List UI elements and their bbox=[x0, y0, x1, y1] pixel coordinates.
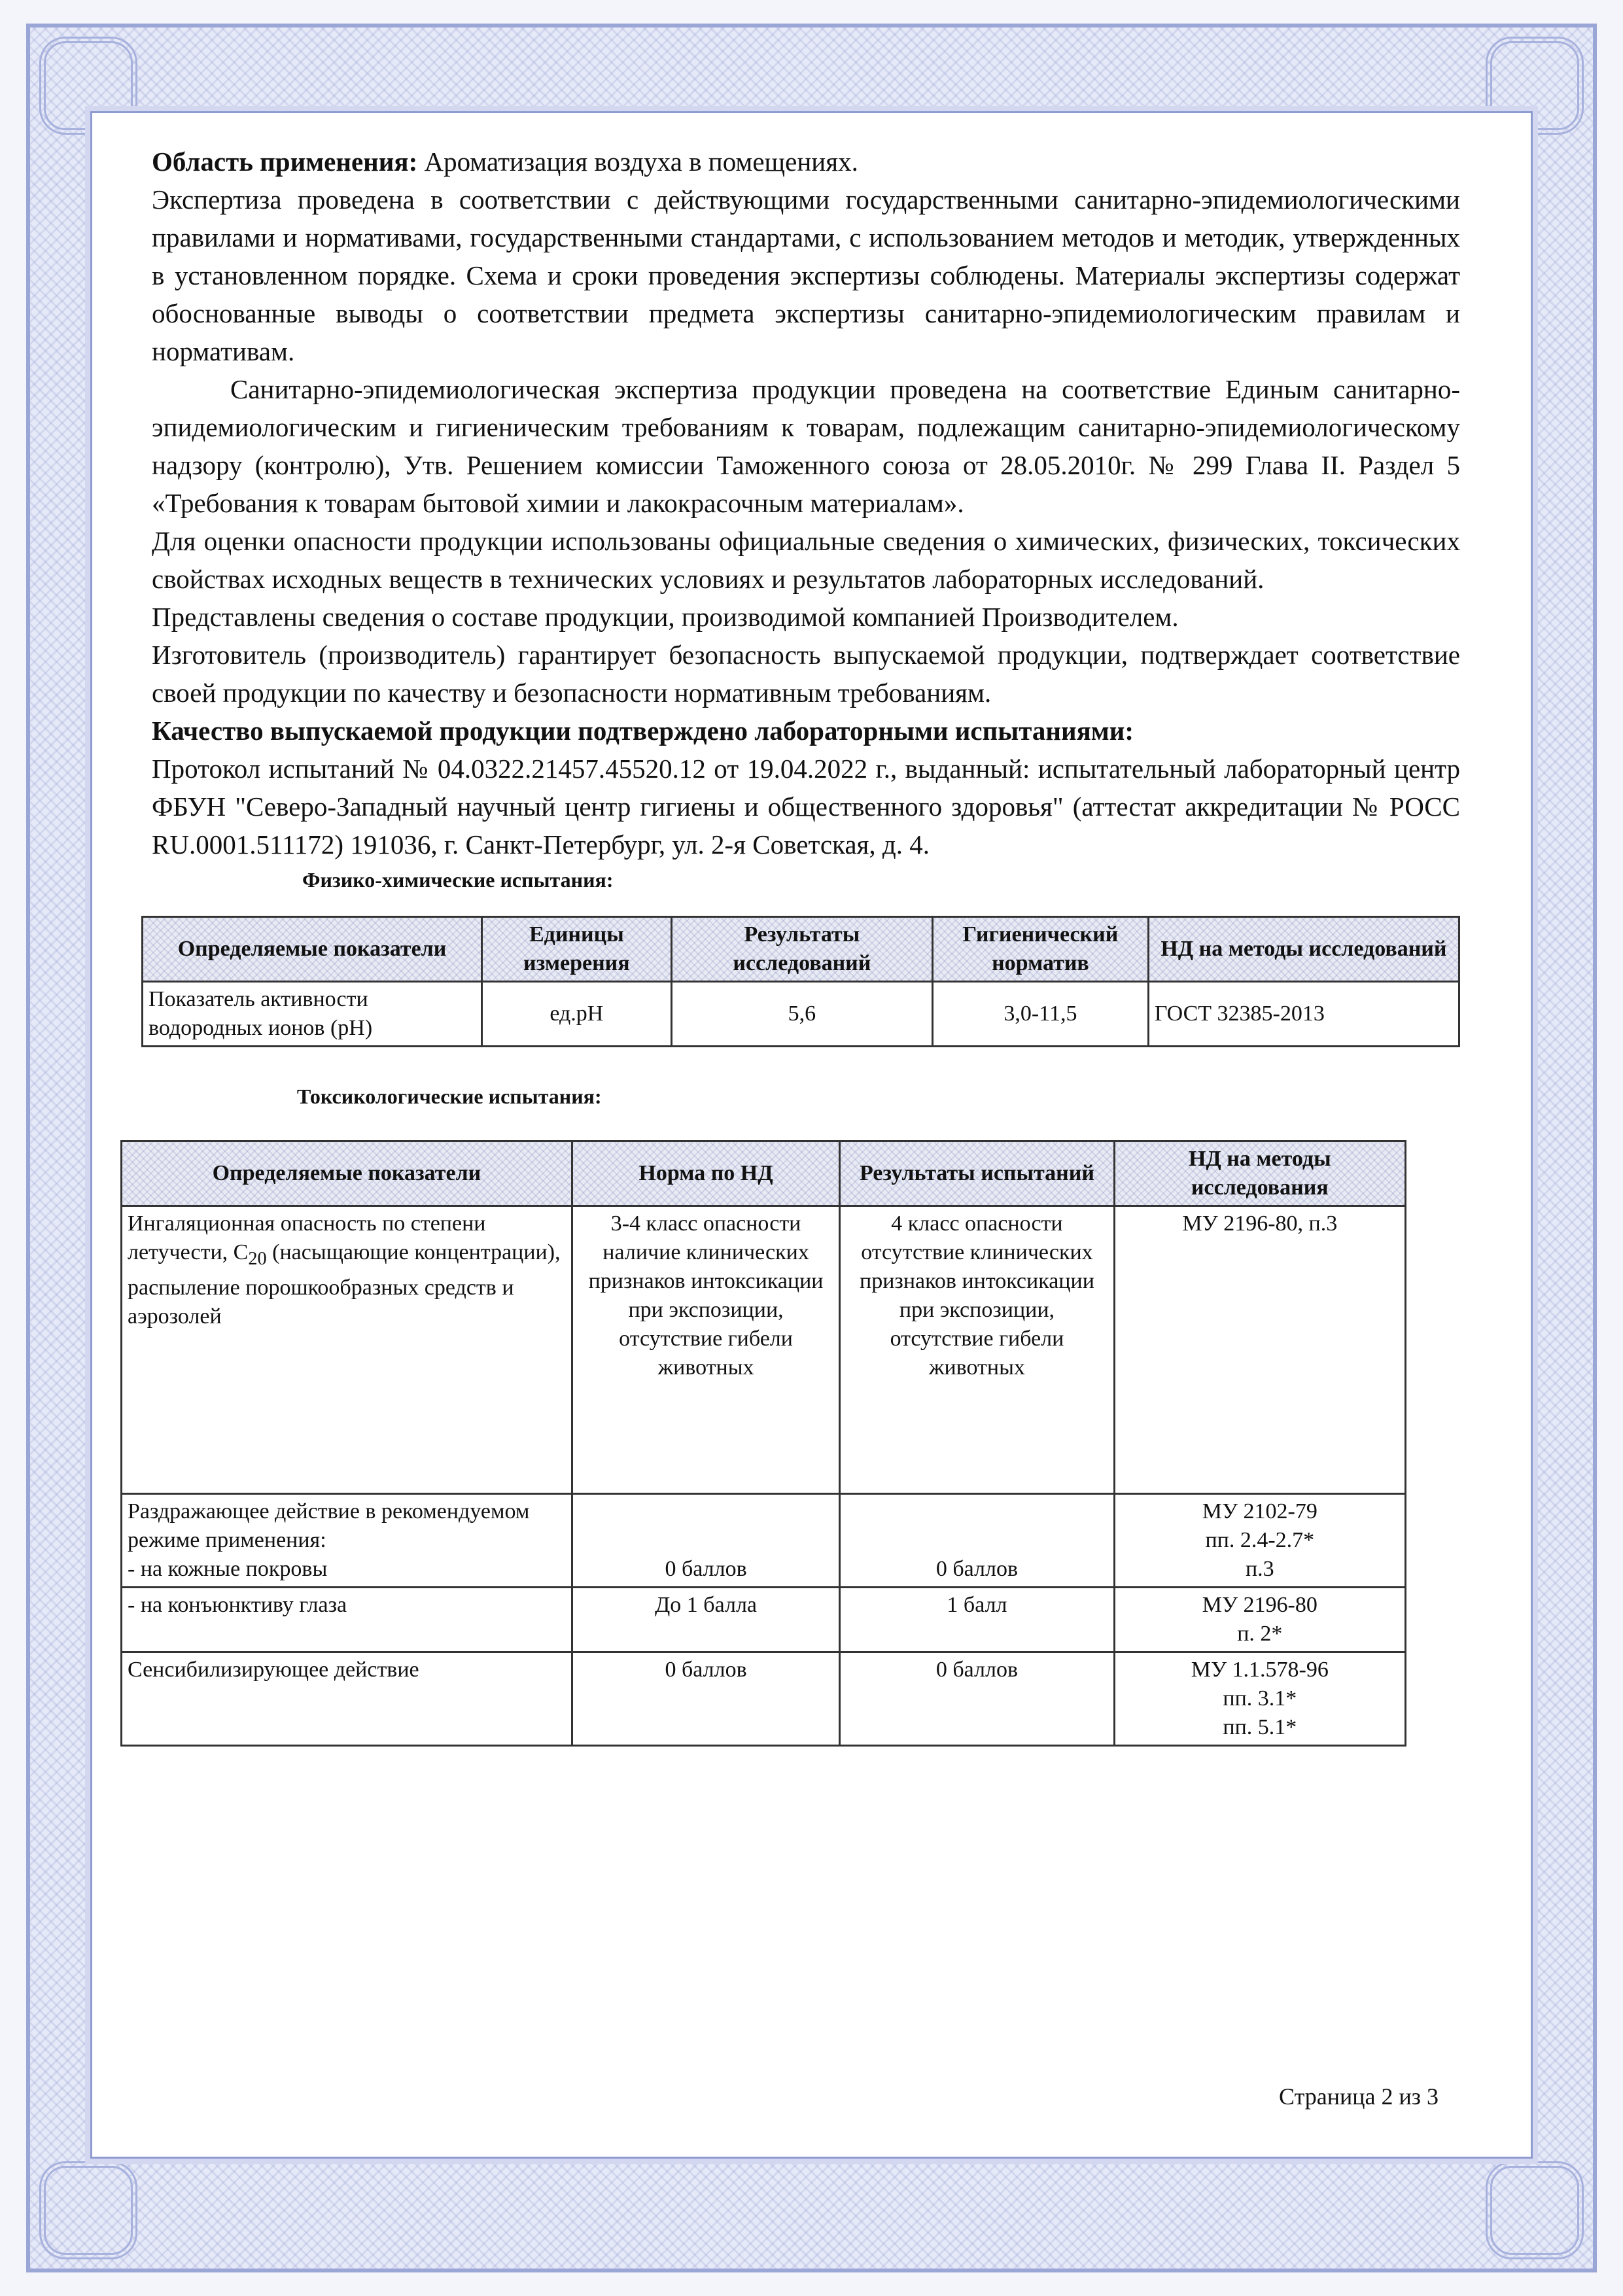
hazard-paragraph: Для оценки опасности продукции использованы официальные сведения о химических, физических, токсических свойствах исходных веществ в технических условиях и результатов лабораторных исследований. bbox=[152, 526, 1460, 594]
tox-method-line: пп. 5.1* bbox=[1223, 1715, 1297, 1739]
tox-cell-method bbox=[1114, 1588, 1405, 1652]
corner-ornament-bottom-left bbox=[39, 2161, 137, 2259]
scope-text: Ароматизация воздуха в помещениях. bbox=[417, 147, 858, 177]
tox-heading: Токсикологические испытания: bbox=[297, 1085, 602, 1108]
tox-cell-subitem: - на кожные покровы bbox=[128, 1557, 328, 1581]
physchem-header: Определяемые показатели bbox=[143, 917, 482, 982]
tox-header: Норма по НД bbox=[572, 1141, 839, 1206]
corner-ornament-bottom-right bbox=[1486, 2161, 1584, 2259]
table-row bbox=[143, 982, 1459, 1047]
physchem-header: Единицы измерения bbox=[482, 917, 672, 982]
physchem-cell-result: 5,6 bbox=[671, 982, 932, 1047]
tox-cell-norm: До 1 балла bbox=[572, 1588, 839, 1652]
tox-method-line: МУ 1.1.578-96 bbox=[1191, 1658, 1329, 1682]
tox-header: НД на методы исследования bbox=[1114, 1141, 1405, 1206]
tox-method-line: п.3 bbox=[1245, 1557, 1274, 1581]
physchem-cell-norm: 3,0-11,5 bbox=[933, 982, 1149, 1047]
page-number: Страница 2 из 3 bbox=[1279, 2083, 1439, 2110]
scope-label: Область применения: bbox=[152, 147, 418, 177]
tox-cell-result: 4 класс опасности отсутствие клинических признаков интоксикации при экспозиции, отсутствие гибели животных bbox=[840, 1206, 1114, 1494]
tox-header-row bbox=[122, 1141, 1406, 1206]
quality-heading: Качество выпускаемой продукции подтверждено лабораторными испытаниями: bbox=[152, 716, 1134, 746]
tox-method-line: МУ 2196-80 bbox=[1202, 1593, 1318, 1617]
tox-header: Результаты испытаний bbox=[840, 1141, 1114, 1206]
tox-cell-result: 0 баллов bbox=[840, 1652, 1114, 1746]
tox-cell-norm: 3-4 класс опасности наличие клинических признаков интоксикации при экспозиции, отсутствие гибели животных bbox=[572, 1206, 839, 1494]
composition-paragraph: Представлены сведения о составе продукции, производимой компанией Производителем. bbox=[152, 602, 1179, 632]
tox-header: Определяемые показатели bbox=[122, 1141, 572, 1206]
physchem-header: НД на методы исследований bbox=[1148, 917, 1459, 982]
physchem-header: Результаты исследований bbox=[671, 917, 932, 982]
table-row bbox=[122, 1588, 1406, 1652]
tox-cell-result: 1 балл bbox=[840, 1588, 1114, 1652]
physchem-heading: Физико-химические испытания: bbox=[302, 868, 614, 892]
physchem-header-row bbox=[143, 917, 1459, 982]
tox-cell-result: 0 баллов bbox=[840, 1494, 1114, 1588]
tox-cell-name: Сенсибилизирующее действие bbox=[122, 1652, 572, 1746]
expertise-paragraph: Экспертиза проведена в соответствии с действующими государственными санитарно-эпидемиологическими правилами и нормативами, государственными стандартами, с использованием методов и методик, утвержденных в установленном порядке. Схема и сроки проведения экспертизы соблюдены. Материалы экспертизы содержат обоснованные выводы о соответствии предмета экспертизы санитарно-эпидемиологическим правилам и нормативам. bbox=[152, 184, 1460, 366]
tox-cell-name-subscript: 20 bbox=[248, 1248, 267, 1269]
table-row bbox=[122, 1494, 1406, 1588]
tox-method-line: МУ 2102-79 bbox=[1202, 1499, 1318, 1523]
tox-cell-name bbox=[122, 1206, 572, 1494]
physchem-cell-unit: ед.pH bbox=[482, 982, 672, 1047]
manufacturer-paragraph: Изготовитель (производитель) гарантирует безопасность выпускаемой продукции, подтверждает соответствие своей продукции по качеству и безопасности нормативным требованиям. bbox=[152, 640, 1460, 708]
physchem-table bbox=[141, 916, 1460, 1047]
table-row bbox=[122, 1206, 1406, 1494]
tox-cell-name: - на конъюнктиву глаза bbox=[122, 1588, 572, 1652]
scope-paragraph bbox=[152, 143, 1460, 181]
tox-cell-name-text: Ингаляционная опасность по степени летучести, C bbox=[128, 1211, 486, 1264]
protocol-paragraph: Протокол испытаний № 04.0322.21457.45520.12 от 19.04.2022 г., выданный: испытательный лабораторный центр ФБУН "Северо-Западный научный центр гигиены и общественного здоровья" (аттестат аккредитации № РОСС RU.0001.511172) 191036, г. Санкт-Петербург, ул. 2-я Советская, д. 4. bbox=[152, 754, 1460, 860]
tox-table bbox=[120, 1140, 1406, 1747]
tox-cell-method: МУ 2196-80, п.3 bbox=[1114, 1206, 1405, 1494]
tox-cell-method bbox=[1114, 1494, 1405, 1588]
physchem-header: Гигиенический норматив bbox=[933, 917, 1149, 982]
document-body bbox=[128, 143, 1460, 1747]
tox-cell-method bbox=[1114, 1652, 1405, 1746]
physchem-cell-name: Показатель активности водородных ионов (pH) bbox=[143, 982, 482, 1047]
compliance-paragraph: Санитарно-эпидемиологическая экспертиза продукции проведена на соответствие Единым санитарно-эпидемиологическим и гигиеническим требованиям к товарам, подлежащим санитарно-эпидемиологическому надзору (контролю), Утв. Решением комиссии Таможенного союза от 28.05.2010г. № 299 Глава II. Раздел 5 «Требования к товарам бытовой химии и лакокрасочным материалам». bbox=[152, 374, 1460, 518]
physchem-cell-method: ГОСТ 32385-2013 bbox=[1148, 982, 1459, 1047]
tox-method-line: пп. 2.4-2.7* bbox=[1205, 1528, 1315, 1552]
tox-method-line: пп. 3.1* bbox=[1223, 1686, 1297, 1711]
tox-cell-name-text: Раздражающее действие в рекомендуемом режиме применения: bbox=[128, 1499, 530, 1552]
tox-method-line: п. 2* bbox=[1237, 1622, 1283, 1646]
table-row bbox=[122, 1652, 1406, 1746]
tox-cell-name bbox=[122, 1494, 572, 1588]
tox-cell-norm: 0 баллов bbox=[572, 1494, 839, 1588]
tox-cell-norm: 0 баллов bbox=[572, 1652, 839, 1746]
tox-cell-name-text-cont: (насыщающие концентрации), распыление порошкообразных средств и аэрозолей bbox=[128, 1240, 561, 1329]
